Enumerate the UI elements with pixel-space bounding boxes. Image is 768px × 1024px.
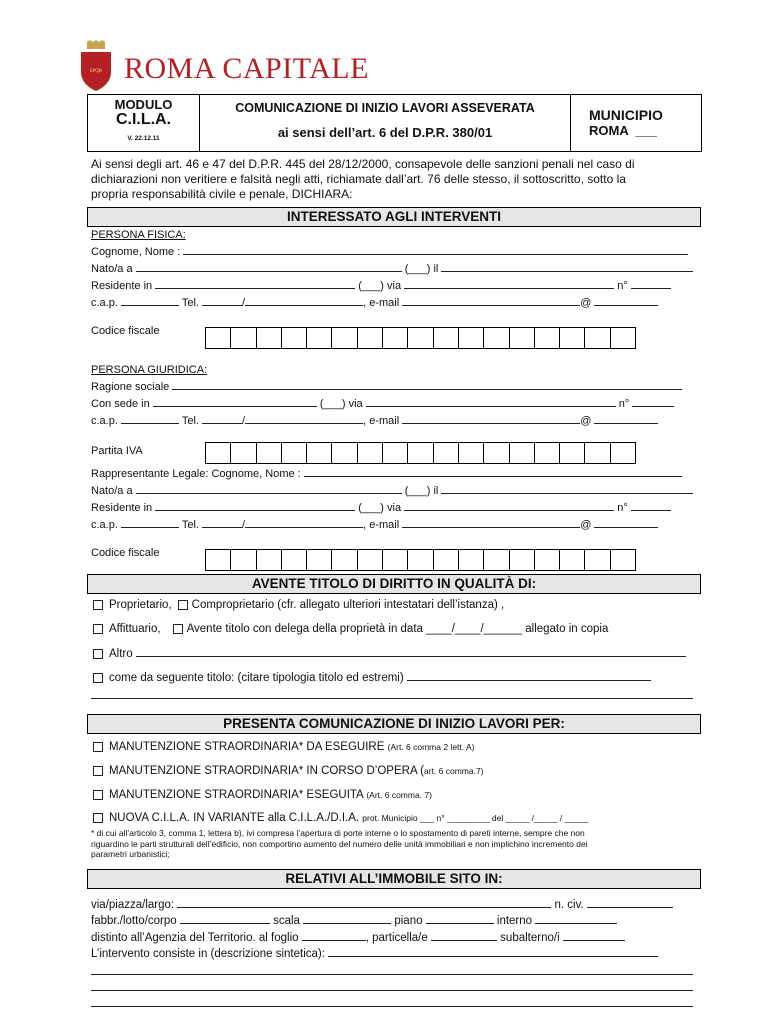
imm-subalterno-label: subalterno/i — [500, 932, 560, 944]
delega-label: Avente titolo con delega della proprietà in data ____/____/______ allegato in copia — [186, 623, 609, 635]
titolo-label: come da seguente titolo: (citare tipologia titolo ed estremi) — [109, 672, 404, 684]
footnote-line: riguardino le parti strutturali dell’edificio, non comportino aumento del numero delle unità immobiliari e non implichino incremento dei — [91, 838, 588, 849]
imm-via-row — [91, 898, 673, 911]
pg-cap2-field[interactable] — [121, 518, 179, 528]
imm-intervento-row — [91, 947, 658, 960]
pg-rappresentante-field[interactable] — [304, 467, 682, 477]
comproprietario-checkbox[interactable] — [178, 600, 188, 610]
pg-rappresentante-row — [91, 467, 682, 480]
pg-codice-fiscale-boxes[interactable] — [206, 549, 636, 571]
proprietario-label: Proprietario, — [109, 599, 172, 611]
pg-tel2-field[interactable] — [245, 518, 363, 528]
imm-intervento-label: L’intervento consiste in (descrizione sintetica): — [91, 948, 325, 960]
pf-via-field[interactable] — [404, 279, 614, 289]
pf-email-user-field[interactable] — [402, 296, 580, 306]
pf-cap-label: c.a.p. — [91, 297, 118, 309]
pf-nato-row — [91, 262, 693, 275]
modulo-label: MODULO — [114, 97, 173, 112]
intro-text — [91, 157, 634, 202]
pg-at-label: @ — [580, 415, 592, 427]
title-cell — [200, 95, 571, 151]
pg-tel-label: Tel. — [181, 415, 199, 427]
pg-sede-label: Con sede in — [91, 398, 150, 410]
avente-row-3 — [93, 647, 686, 660]
footnote-line: parametri urbanistici; — [91, 849, 170, 859]
proprietario-checkbox[interactable] — [93, 600, 103, 610]
pg-email2-user-field[interactable] — [402, 518, 580, 528]
pg-n-field[interactable] — [632, 397, 674, 407]
pg-email-domain-field[interactable] — [594, 414, 658, 424]
svg-text:SPQR: SPQR — [89, 69, 103, 74]
eseguita-checkbox[interactable] — [93, 790, 103, 800]
pg-il-label: (___) il — [404, 485, 439, 497]
corso-opera-checkbox[interactable] — [93, 766, 103, 776]
imm-intervento-field[interactable] — [328, 947, 658, 957]
pf-il-field[interactable] — [441, 262, 693, 272]
variante-label: NUOVA C.I.L.A. IN VARIANTE alla C.I.L.A./D.I.A. — [109, 812, 360, 824]
pf-tel-slash: / — [242, 297, 246, 309]
pg-codice-label: Codice fiscale — [91, 547, 160, 559]
delega-checkbox[interactable] — [173, 624, 183, 634]
section-avente: AVENTE TITOLO DI DIRITTO IN QUALITÀ DI: — [87, 574, 701, 594]
imm-via-field[interactable] — [177, 898, 551, 908]
pg-nato-field[interactable] — [136, 484, 402, 494]
pg-rappresentante-label: Rappresentante Legale: Cognome, Nome : — [91, 468, 301, 480]
section-relativi: RELATIVI ALL’IMMOBILE SITO IN: — [87, 869, 701, 889]
version-label: V. 22.12.11 — [127, 135, 160, 142]
pg-ragione-field[interactable] — [172, 380, 682, 390]
avente-row-1 — [93, 599, 504, 611]
comproprietario-label: Comproprietario (cfr. allegato ulteriori intestatari dell’istanza) , — [191, 599, 505, 611]
roma-label: ROMA ___ — [589, 123, 658, 138]
presenta-opt-1 — [93, 741, 475, 753]
pg-via-field[interactable] — [366, 397, 616, 407]
presenta-opt-4 — [93, 812, 588, 824]
form-header — [87, 94, 702, 152]
imm-fabbr-label: fabbr./lotto/corpo — [91, 915, 177, 927]
pf-codice-fiscale-boxes[interactable] — [206, 327, 636, 349]
pg-cap2-label: c.a.p. — [91, 519, 118, 531]
imm-civ-label: n. civ. — [554, 899, 584, 911]
imm-via-label: via/piazza/largo: — [91, 899, 175, 911]
corso-opera-label: MANUTENZIONE STRAORDINARIA* IN CORSO D’OPERA ( — [109, 765, 425, 777]
affittuario-checkbox[interactable] — [93, 624, 103, 634]
pf-n-label: n° — [617, 280, 628, 292]
avente-row-4 — [93, 671, 651, 684]
eseguita-ref: (Art. 6 comma. 7) — [366, 790, 432, 800]
pf-nato-label: Nato/a a — [91, 263, 133, 275]
cila-label: C.I.L.A. — [115, 111, 172, 128]
presenta-opt-2 — [93, 765, 484, 777]
pf-tel-field[interactable] — [245, 296, 363, 306]
pg-cap-field[interactable] — [121, 414, 179, 424]
imm-piano-field[interactable] — [426, 914, 494, 924]
section-interessato: INTERESSATO AGLI INTERVENTI — [87, 207, 701, 227]
affittuario-label: Affittuario, — [109, 623, 161, 635]
intro-line: dichiarazioni non veritiere e falsità negli atti, richiamate dall’art. 76 delle stesso, il sottoscritto, sotto la — [91, 172, 626, 186]
imm-particella-field[interactable] — [431, 931, 497, 941]
pg-sede-row — [91, 397, 674, 410]
pg-n2-field[interactable] — [631, 501, 671, 511]
imm-fabbr-row — [91, 914, 617, 927]
title-line2: ai sensi dell’art. 6 del D.P.R. 380/01 — [277, 125, 493, 140]
imm-subalterno-field[interactable] — [563, 931, 625, 941]
imm-scala-field[interactable] — [303, 914, 391, 924]
pg-tel-slash: / — [242, 415, 246, 427]
intervento-line[interactable] — [91, 989, 693, 991]
imm-distinto-label: distinto all’Agenzia del Territorio. al foglio — [91, 932, 299, 944]
imm-interno-field[interactable] — [535, 914, 617, 924]
roma-capitale-crest-icon — [78, 40, 114, 92]
pf-email-label: , e-mail — [363, 297, 400, 309]
pf-via-label: (___) via — [358, 280, 402, 292]
pg-tel-field[interactable] — [245, 414, 363, 424]
titolo-checkbox[interactable] — [93, 673, 103, 683]
corso-opera-ref: art. 6 comma.7) — [424, 766, 484, 776]
pf-cap-field[interactable] — [121, 296, 179, 306]
pg-partita-iva-boxes[interactable] — [206, 442, 636, 464]
altro-checkbox[interactable] — [93, 649, 103, 659]
pg-tel-prefix-field[interactable] — [202, 414, 242, 424]
intervento-line[interactable] — [91, 1005, 693, 1007]
pg-residente-row — [91, 501, 671, 514]
pg-email2-domain-field[interactable] — [594, 518, 658, 528]
municipio-cell — [571, 95, 701, 151]
pg-tel2-label: Tel. — [181, 519, 199, 531]
pf-cognome-label: Cognome, Nome : — [91, 246, 181, 258]
pf-at-label: @ — [580, 297, 592, 309]
persona-giuridica-heading: PERSONA GIURIDICA: — [91, 364, 208, 376]
avente-row-2 — [93, 623, 608, 635]
pf-residente-field[interactable] — [155, 279, 355, 289]
eseguire-checkbox[interactable] — [93, 742, 103, 752]
footnote-line: * di cui all’articolo 3, comma 1, lettera b), ivi compresa l’apertura di porte interne o lo spostamento di pareti interne, sempre che non — [91, 828, 585, 838]
pg-nato-row — [91, 484, 693, 497]
modulo-cell — [88, 95, 200, 151]
pg-n-label: n° — [618, 398, 630, 410]
pg-email2-label: , e-mail — [363, 519, 400, 531]
pf-il-label: (___) il — [404, 263, 439, 275]
altro-label: Altro — [109, 648, 133, 660]
variante-ref: prot. Municipio ___ n° _________ del _____ /_____ / _____ — [362, 813, 589, 823]
municipio-label: MUNICIPIO — [589, 107, 663, 123]
pg-cap-label: c.a.p. — [91, 415, 118, 427]
title-line1: COMUNICAZIONE DI INIZIO LAVORI ASSEVERATA — [235, 101, 535, 115]
pg-via-label: (___) via — [319, 398, 363, 410]
eseguire-ref: (Art. 6 comma 2 lett. A) — [387, 742, 475, 752]
pf-tel-prefix-field[interactable] — [202, 296, 242, 306]
pg-il-field[interactable] — [441, 484, 693, 494]
persona-fisica-heading: PERSONA FISICA: — [91, 229, 186, 241]
pf-residente-label: Residente in — [91, 280, 153, 292]
pf-cap-row — [91, 296, 658, 309]
intervento-line[interactable] — [91, 973, 693, 975]
imm-particella-label: , particella/e — [365, 932, 428, 944]
pg-sede-field[interactable] — [153, 397, 317, 407]
pg-ragione-row — [91, 380, 682, 393]
imm-fabbr-field[interactable] — [180, 914, 270, 924]
pf-email-domain-field[interactable] — [594, 296, 658, 306]
eseguita-label: MANUTENZIONE STRAORDINARIA* ESEGUITA — [109, 789, 364, 801]
altro-field[interactable] — [136, 647, 686, 657]
pg-cap2-row — [91, 518, 658, 531]
pf-residente-row — [91, 279, 671, 292]
pg-nato-label: Nato/a a — [91, 485, 133, 497]
intro-line: propria responsabilità civile e penale, DICHIARA: — [91, 187, 353, 201]
titolo-field[interactable] — [407, 671, 651, 681]
intro-line: Ai sensi degli art. 46 e 47 del D.P.R. 445 del 28/12/2000, consapevole delle sanzioni penali nel caso di — [91, 157, 635, 171]
pg-partita-label: Partita IVA — [91, 445, 143, 457]
pf-nato-field[interactable] — [136, 262, 402, 272]
pg-via2-label: (___) via — [358, 502, 402, 514]
imm-distinto-row — [91, 931, 625, 944]
titolo-continuation-line[interactable] — [91, 697, 693, 699]
pf-cognome-field[interactable] — [183, 245, 688, 255]
section-presenta: PRESENTA COMUNICAZIONE DI INIZIO LAVORI PER: — [87, 714, 701, 734]
pf-tel-label: Tel. — [181, 297, 199, 309]
imm-foglio-field[interactable] — [302, 931, 366, 941]
imm-civ-field[interactable] — [587, 898, 673, 908]
pg-email-label: , e-mail — [363, 415, 400, 427]
imm-scala-label: scala — [273, 915, 300, 927]
presenta-footnote — [91, 828, 701, 860]
pg-residente-label: Residente in — [91, 502, 153, 514]
pf-n-field[interactable] — [631, 279, 671, 289]
imm-piano-label: piano — [394, 915, 423, 927]
pg-tel2-prefix-field[interactable] — [202, 518, 242, 528]
pg-n2-label: n° — [617, 502, 628, 514]
pg-tel2-slash: / — [242, 519, 246, 531]
pf-cognome-row — [91, 245, 688, 258]
pg-via2-field[interactable] — [404, 501, 614, 511]
imm-interno-label: interno — [496, 915, 533, 927]
pf-codice-label: Codice fiscale — [91, 325, 160, 337]
variante-checkbox[interactable] — [93, 813, 103, 823]
eseguire-label: MANUTENZIONE STRAORDINARIA* DA ESEGUIRE — [109, 741, 385, 753]
logo-text: ROMA CAPITALE — [124, 52, 369, 85]
pg-ragione-label: Ragione sociale — [91, 381, 170, 393]
pg-at2-label: @ — [580, 519, 592, 531]
presenta-opt-3 — [93, 789, 432, 801]
pg-residente-field[interactable] — [155, 501, 355, 511]
pg-cap-row — [91, 414, 658, 427]
pg-email-user-field[interactable] — [402, 414, 580, 424]
